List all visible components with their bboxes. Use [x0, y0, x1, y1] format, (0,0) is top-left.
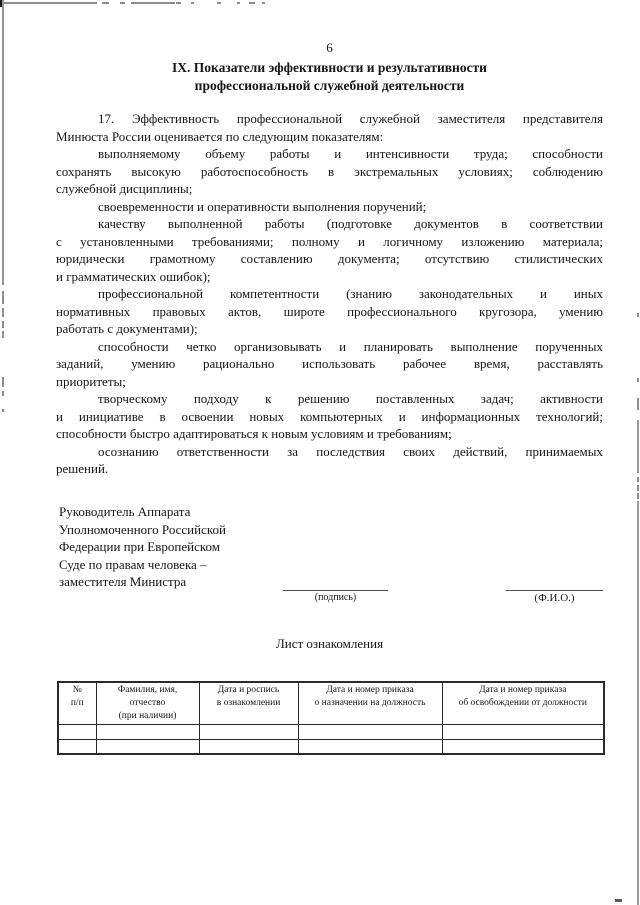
text-line: заданий, умению рационально использовать рабочее время, расставлять — [56, 356, 603, 371]
indicator-item — [56, 338, 603, 391]
signatory-post-line: Федерации при Европейском — [59, 539, 220, 554]
text-line: 17. Эффективность профессиональной служебной заместителя представителя — [98, 111, 603, 126]
table-cell — [199, 740, 298, 754]
table-cell — [298, 725, 442, 740]
table-row — [58, 740, 604, 754]
signatory-post-line: Уполномоченного Российской — [59, 521, 226, 537]
scan-artifact-top-dash — [131, 2, 175, 4]
acknowledgment-table-wrap — [57, 681, 605, 755]
fio-label: (Ф.И.О.) — [534, 592, 575, 604]
text-line: юридически грамотному составлению документа; отсутствию стилистических — [56, 251, 603, 266]
table-cell — [442, 725, 604, 740]
table-cell — [442, 740, 604, 754]
indicator-item — [56, 285, 603, 338]
header-line: п/п — [70, 698, 84, 708]
scan-artifact-top-dash — [237, 2, 240, 4]
scan-artifact-top-dash — [120, 2, 125, 4]
header-line: о назначении на должность — [314, 698, 426, 708]
text-line: решений. — [56, 461, 109, 476]
indicator-item — [56, 390, 603, 443]
signatory-post-line: Суде по правам человека – — [59, 556, 207, 572]
scan-artifact-right-line — [637, 501, 639, 905]
column-header-name — [96, 682, 199, 725]
column-header-appointment-order — [298, 682, 442, 725]
acknowledgment-title: Лист ознакомления — [275, 636, 384, 651]
scan-artifact-right-dot — [637, 378, 639, 382]
text-line: осознанию ответственности за последствия своих действий, принимаемых — [98, 443, 603, 459]
text-line: служебной дисциплины; — [56, 181, 193, 196]
text-line: Минюста России оценивается по следующим показателям: — [56, 128, 384, 144]
scan-artifact-right-dash — [637, 398, 639, 410]
text-line: способности быстро адаптироваться к новым условиям и требованиям; — [56, 426, 452, 441]
body-text — [56, 110, 603, 478]
scan-artifact-top-dash — [249, 2, 255, 4]
header-line: об освобождении от должности — [458, 698, 587, 708]
text-line: профессиональной компетентности (знанию законодательных и иных — [98, 286, 603, 301]
section-heading-line2: профессиональной служебной деятельности — [194, 78, 465, 93]
fio-line — [506, 583, 603, 591]
text-line: и грамматических ошибок); — [56, 268, 211, 284]
scan-artifact-right-line — [637, 420, 639, 473]
indicator-item — [56, 215, 603, 285]
signatory-post-line: Руководитель Аппарата — [59, 504, 191, 519]
text-line: своевременности и оперативности выполнения поручений; — [98, 198, 427, 214]
text-line: нормативных правовых актов, широте профессионального кругозора, умению — [56, 303, 603, 319]
scan-artifact-left-dash — [2, 391, 4, 396]
indicator-item — [56, 443, 603, 478]
indicator-item — [56, 198, 603, 216]
table-cell — [58, 725, 96, 740]
header-line: Фамилия, имя, — [117, 685, 178, 695]
header-line: Дата и роспись — [217, 685, 280, 695]
scan-artifact-right-dash — [637, 485, 639, 491]
scan-artifact-top-dash — [217, 2, 221, 4]
header-line: Дата и номер приказа — [479, 685, 567, 695]
column-header-release-order — [442, 682, 604, 725]
scan-artifact-left-dash — [2, 308, 4, 317]
scan-artifact-top-dash — [191, 2, 194, 4]
text-line: приоритеты; — [56, 373, 126, 389]
text-line: творческому подходу к решению поставленных задач; активности — [98, 391, 603, 406]
column-header-ack-date — [199, 682, 298, 725]
header-line: Дата и номер приказа — [326, 685, 414, 695]
section-heading-line1: IX. Показатели эффективности и результативности — [172, 60, 487, 75]
scan-artifact-left-dash — [2, 409, 4, 412]
scan-artifact-right-dash — [637, 493, 639, 499]
scan-artifact-bottom-dot — [615, 899, 622, 902]
signature-line — [283, 583, 388, 591]
scan-artifact-top-dash — [176, 2, 181, 4]
header-line: в ознакомлении — [216, 698, 281, 708]
page-number: 6 — [326, 40, 333, 55]
table-cell — [96, 725, 199, 740]
scan-artifact-left-line — [2, 0, 4, 285]
scan-artifact-left-dash — [2, 321, 4, 328]
scan-artifact-top-dash — [102, 2, 109, 4]
scan-artifact-left-dash — [2, 331, 4, 338]
table-cell — [298, 740, 442, 754]
header-line: отчество — [129, 698, 166, 708]
table-cell — [199, 725, 298, 740]
table-row — [58, 725, 604, 740]
column-header-number — [58, 682, 96, 725]
text-line: качеству выполненной работы (подготовке документов в соответствии — [98, 216, 603, 231]
text-line: сохранять высокую работоспособность в экстремальных условиях; соблюдению — [56, 163, 603, 179]
scan-artifact-top-dash — [262, 2, 265, 4]
scan-artifact-left-dash — [2, 377, 4, 387]
table-header-row — [58, 682, 604, 725]
scan-artifact-right-dash — [637, 477, 639, 482]
text-line: с установленными требованиями; полному и логичному изложению материала; — [56, 233, 603, 249]
text-line: и инициативе в освоении новых компьютерных и информационных технологий; — [56, 408, 603, 424]
text-line: способности четко организовывать и планировать выполнение порученных — [98, 338, 603, 354]
indicator-item — [56, 145, 603, 198]
scan-artifact-right-dot — [637, 313, 639, 317]
table-cell — [58, 740, 96, 754]
table-cell — [96, 740, 199, 754]
acknowledgment-table — [57, 681, 605, 755]
signatory-post-line: заместителя Министра — [59, 574, 187, 589]
text-line: выполняемому объему работы и интенсивности труда; способности — [98, 146, 603, 161]
section-heading — [56, 59, 603, 95]
scan-artifact-left-dash — [2, 291, 4, 304]
signatory-post-block — [59, 503, 329, 591]
signature-label: (подпись) — [314, 592, 357, 603]
text-line: работать с документами); — [56, 321, 198, 336]
scan-artifact-top-line — [3, 2, 97, 4]
header-line: (при наличии) — [118, 711, 177, 721]
header-line: № — [72, 685, 82, 695]
paragraph-17 — [56, 110, 603, 145]
